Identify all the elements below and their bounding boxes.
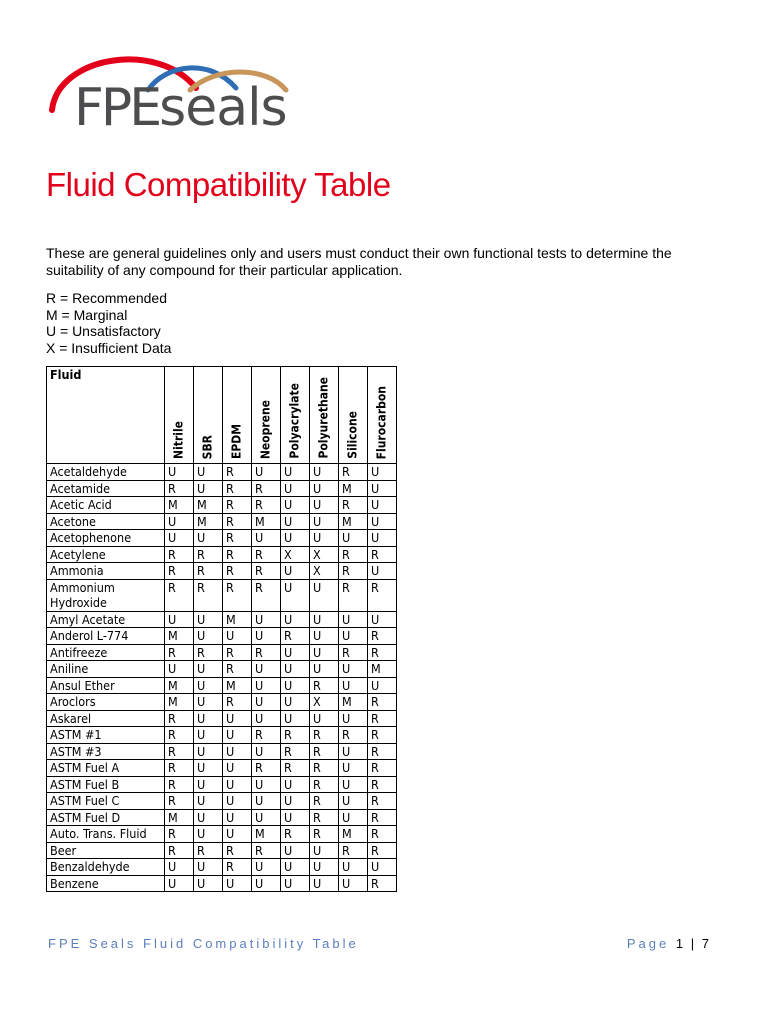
table-row [47,497,397,514]
column-header-material [165,367,194,464]
rating-cell: U [281,480,310,497]
table-row [47,776,397,793]
fluid-name-cell: ASTM #3 [47,743,165,760]
rating-cell: R [281,628,310,645]
rating-cell: U [223,760,252,777]
rating-cell: M [194,513,223,530]
rating-cell: U [368,611,397,628]
rating-cell: R [368,579,397,611]
rating-cell: U [194,611,223,628]
table-row [47,859,397,876]
legend-item: X = Insufficient Data [46,339,172,356]
rating-cell: R [223,464,252,481]
fluid-name-cell: Acetamide [47,480,165,497]
rating-cell: R [223,644,252,661]
table-row [47,464,397,481]
rating-cell: R [368,793,397,810]
fluid-name-cell: Acetic Acid [47,497,165,514]
table-row [47,809,397,826]
rating-cell: U [281,710,310,727]
rating-cell: U [339,530,368,547]
fluid-name-cell: Antifreeze [47,644,165,661]
rating-cell: R [310,826,339,843]
table-row [47,530,397,547]
column-header-material [339,367,368,464]
rating-cell: U [252,661,281,678]
rating-cell: U [194,694,223,711]
rating-cell: U [339,776,368,793]
rating-cell: U [339,859,368,876]
rating-cell: R [252,644,281,661]
table-row [47,842,397,859]
column-header-material [310,367,339,464]
column-header-label: Polyacrylate [287,383,302,459]
column-header-material [223,367,252,464]
rating-cell: U [223,628,252,645]
rating-cell: R [252,546,281,563]
table-row [47,480,397,497]
rating-cell: R [223,842,252,859]
fluid-name-cell: Acetaldehyde [47,464,165,481]
rating-cell: U [194,677,223,694]
rating-cell: U [310,480,339,497]
table-row [47,661,397,678]
fluid-name-cell: Aniline [47,661,165,678]
rating-cell: M [368,661,397,678]
rating-cell: U [368,497,397,514]
rating-cell: R [223,661,252,678]
rating-cell: R [339,842,368,859]
rating-cell: R [165,579,194,611]
rating-cell: U [281,677,310,694]
rating-cell: R [194,644,223,661]
table-row [47,563,397,580]
rating-cell: M [339,513,368,530]
rating-cell: R [281,826,310,843]
rating-cell: R [223,513,252,530]
rating-cell: R [165,826,194,843]
rating-cell: R [368,694,397,711]
rating-cell: U [310,513,339,530]
rating-cell: U [310,710,339,727]
rating-cell: R [339,579,368,611]
rating-cell: U [339,628,368,645]
rating-cell: U [368,513,397,530]
table-row [47,694,397,711]
rating-cell: U [310,611,339,628]
rating-cell: R [223,694,252,711]
rating-cell: U [194,628,223,645]
rating-cell: R [310,776,339,793]
legend-item: U = Unsatisfactory [46,323,161,339]
rating-cell: U [281,661,310,678]
footer-page-number [627,936,710,951]
rating-cell: X [310,546,339,563]
rating-cell: U [194,661,223,678]
fluid-name-cell: ASTM #1 [47,727,165,744]
rating-cell: U [165,875,194,892]
rating-cell: U [252,875,281,892]
rating-cell: U [194,875,223,892]
rating-cell: M [339,480,368,497]
rating-cell: R [281,743,310,760]
rating-cell: U [310,530,339,547]
rating-cell: R [310,793,339,810]
rating-cell: R [368,628,397,645]
table-row [47,677,397,694]
rating-cell: M [165,694,194,711]
rating-cell: M [339,826,368,843]
rating-cell: U [223,793,252,810]
rating-cell: R [368,776,397,793]
rating-cell: U [223,727,252,744]
logo-wordmark [74,78,287,138]
rating-cell: U [339,743,368,760]
fluid-name-cell: Ammonium Hydroxide [47,579,165,611]
column-header-label: Silicone [345,411,360,459]
rating-cell: R [339,563,368,580]
rating-cell: R [310,727,339,744]
table-row [47,875,397,892]
table-header-row [47,367,397,464]
rating-cell: U [339,611,368,628]
rating-cell: U [368,480,397,497]
column-header-material [281,367,310,464]
rating-cell: U [339,710,368,727]
rating-cell: U [194,464,223,481]
rating-cell: X [281,546,310,563]
fluid-name-cell: Anderol L-774 [47,628,165,645]
rating-cell: R [165,760,194,777]
rating-cell: R [252,842,281,859]
rating-cell: U [281,809,310,826]
rating-cell: U [339,661,368,678]
column-header-label: Flurocarbon [374,385,389,459]
rating-cell: U [252,710,281,727]
rating-cell: R [223,497,252,514]
rating-cell: U [339,875,368,892]
rating-cell: U [281,793,310,810]
rating-cell: R [165,727,194,744]
table-row [47,579,397,611]
rating-cell: U [281,859,310,876]
rating-cell: R [194,563,223,580]
rating-cell: U [339,809,368,826]
rating-cell: R [339,727,368,744]
rating-cell: R [339,464,368,481]
rating-cell: R [368,875,397,892]
fluid-name-cell: Ammonia [47,563,165,580]
rating-cell: U [165,464,194,481]
rating-cell: U [252,776,281,793]
fluid-name-cell: Acetone [47,513,165,530]
rating-cell: R [252,497,281,514]
rating-cell: R [165,793,194,810]
rating-cell: R [165,644,194,661]
rating-cell: U [252,793,281,810]
table-row [47,644,397,661]
rating-cell: U [310,644,339,661]
rating-cell: U [252,530,281,547]
rating-cell: R [223,546,252,563]
legend-list [46,290,171,356]
rating-cell: R [368,760,397,777]
compatibility-table [46,366,397,892]
rating-cell: U [310,875,339,892]
rating-cell: U [281,875,310,892]
column-header-label: SBR [200,434,215,459]
rating-cell: U [339,760,368,777]
rating-cell: M [165,677,194,694]
rating-cell: U [281,694,310,711]
rating-cell: U [223,776,252,793]
rating-cell: R [165,842,194,859]
fluid-name-cell: ASTM Fuel C [47,793,165,810]
rating-cell: U [194,743,223,760]
rating-cell: U [165,530,194,547]
footer-separator: | [690,936,696,951]
rating-cell: R [165,710,194,727]
column-header-material [194,367,223,464]
rating-cell: U [252,628,281,645]
fluid-name-cell: Beer [47,842,165,859]
rating-cell: R [194,579,223,611]
fluid-name-cell: Aroclors [47,694,165,711]
rating-cell: U [310,859,339,876]
rating-cell: U [194,727,223,744]
rating-cell: U [194,776,223,793]
column-header-fluid: Fluid [47,367,165,464]
rating-cell: U [252,809,281,826]
rating-cell: U [281,579,310,611]
table-row [47,743,397,760]
rating-cell: U [252,611,281,628]
rating-cell: R [252,563,281,580]
rating-cell: U [223,826,252,843]
fluid-name-cell: Ansul Ether [47,677,165,694]
rating-cell: U [194,859,223,876]
rating-cell: U [281,611,310,628]
table-row [47,793,397,810]
rating-cell: U [310,661,339,678]
fluid-name-cell: Benzene [47,875,165,892]
fluid-name-cell: Benzaldehyde [47,859,165,876]
rating-cell: R [310,809,339,826]
rating-cell: U [252,677,281,694]
table-body [47,464,397,892]
footer-current-page: 1 [675,936,685,951]
footer-page-label: Page [626,936,670,951]
rating-cell: R [310,760,339,777]
page-title: Fluid Compatibility Table [46,166,391,203]
table-row [47,727,397,744]
rating-cell: U [310,579,339,611]
rating-cell: R [165,776,194,793]
rating-cell: M [165,497,194,514]
rating-cell: U [281,776,310,793]
rating-cell: R [252,760,281,777]
rating-cell: U [281,563,310,580]
logo-text-seals: seals [159,78,287,138]
rating-cell: U [281,530,310,547]
fluid-name-cell: Askarel [47,710,165,727]
rating-cell: U [368,464,397,481]
rating-cell: U [194,826,223,843]
rating-cell: U [310,464,339,481]
rating-cell: R [165,563,194,580]
rating-cell: U [252,743,281,760]
rating-cell: R [368,809,397,826]
rating-cell: R [165,743,194,760]
rating-cell: R [368,842,397,859]
fluid-name-cell: Acetophenone [47,530,165,547]
rating-cell: M [252,826,281,843]
rating-cell: U [194,793,223,810]
rating-cell: R [368,546,397,563]
logo-text-fpe: FPE [74,78,160,138]
rating-cell: U [252,464,281,481]
rating-cell: U [368,859,397,876]
fluid-name-cell: ASTM Fuel A [47,760,165,777]
legend-item: R = Recommended [46,290,168,306]
rating-cell: U [310,628,339,645]
fluid-name-cell: ASTM Fuel D [47,809,165,826]
rating-cell: M [252,513,281,530]
rating-cell: R [252,727,281,744]
rating-cell: U [194,710,223,727]
column-header-label: Neoprene [258,399,273,459]
rating-cell: M [165,628,194,645]
fluid-name-cell: Amyl Acetate [47,611,165,628]
rating-cell: R [194,546,223,563]
column-header-label: Polyurethane [316,377,331,459]
rating-cell: R [223,480,252,497]
rating-cell: U [368,563,397,580]
rating-cell: U [194,760,223,777]
rating-cell: R [339,497,368,514]
rating-cell: U [194,530,223,547]
rating-cell: U [223,710,252,727]
footer-document-title: FPE Seals Fluid Compatibility Table [48,936,359,951]
rating-cell: U [281,497,310,514]
table-row [47,546,397,563]
table-row [47,513,397,530]
rating-cell: R [368,743,397,760]
fluid-name-cell: Auto. Trans. Fluid [47,826,165,843]
footer-total-pages: 7 [701,936,710,951]
rating-cell: U [223,809,252,826]
rating-cell: U [194,809,223,826]
rating-cell: R [252,480,281,497]
rating-cell: R [339,644,368,661]
rating-cell: R [165,546,194,563]
rating-cell: R [223,563,252,580]
rating-cell: R [368,727,397,744]
rating-cell: U [368,677,397,694]
rating-cell: R [252,579,281,611]
rating-cell: U [310,497,339,514]
rating-cell: U [281,644,310,661]
rating-cell: M [165,809,194,826]
rating-cell: R [368,644,397,661]
rating-cell: U [310,842,339,859]
rating-cell: U [252,859,281,876]
rating-cell: U [339,793,368,810]
rating-cell: U [252,694,281,711]
rating-cell: U [281,464,310,481]
rating-cell: M [194,497,223,514]
intro-paragraph: These are general guidelines only and users must conduct their own functional tests to determine the suitability of any compound for their particular application. [46,245,672,278]
rating-cell: U [165,661,194,678]
rating-cell: M [223,611,252,628]
rating-cell: R [223,859,252,876]
rating-cell: U [339,677,368,694]
column-header-label: Nitrile [171,421,186,459]
fluid-name-cell: ASTM Fuel B [47,776,165,793]
table-row [47,710,397,727]
table-row [47,826,397,843]
rating-cell: M [339,694,368,711]
rating-cell: X [310,563,339,580]
table-row [47,611,397,628]
table-row [47,628,397,645]
rating-cell: R [281,727,310,744]
column-header-label: EPDM [229,424,244,459]
rating-cell: U [165,611,194,628]
table-row [47,760,397,777]
rating-cell: U [223,875,252,892]
rating-cell: R [223,579,252,611]
legend-item: M = Marginal [46,306,128,323]
column-header-material [368,367,397,464]
fluid-name-cell: Acetylene [47,546,165,563]
rating-cell: R [339,546,368,563]
rating-cell: U [281,842,310,859]
rating-cell: R [165,480,194,497]
rating-cell: R [368,710,397,727]
rating-cell: R [281,760,310,777]
rating-cell: R [310,677,339,694]
rating-cell: R [223,530,252,547]
rating-cell: U [165,513,194,530]
rating-cell: X [310,694,339,711]
rating-cell: R [310,743,339,760]
rating-cell: R [368,826,397,843]
rating-cell: M [223,677,252,694]
column-header-material [252,367,281,464]
rating-cell: U [165,859,194,876]
rating-cell: R [194,842,223,859]
rating-cell: U [194,480,223,497]
rating-cell: U [368,530,397,547]
rating-cell: U [281,513,310,530]
rating-cell: U [223,743,252,760]
